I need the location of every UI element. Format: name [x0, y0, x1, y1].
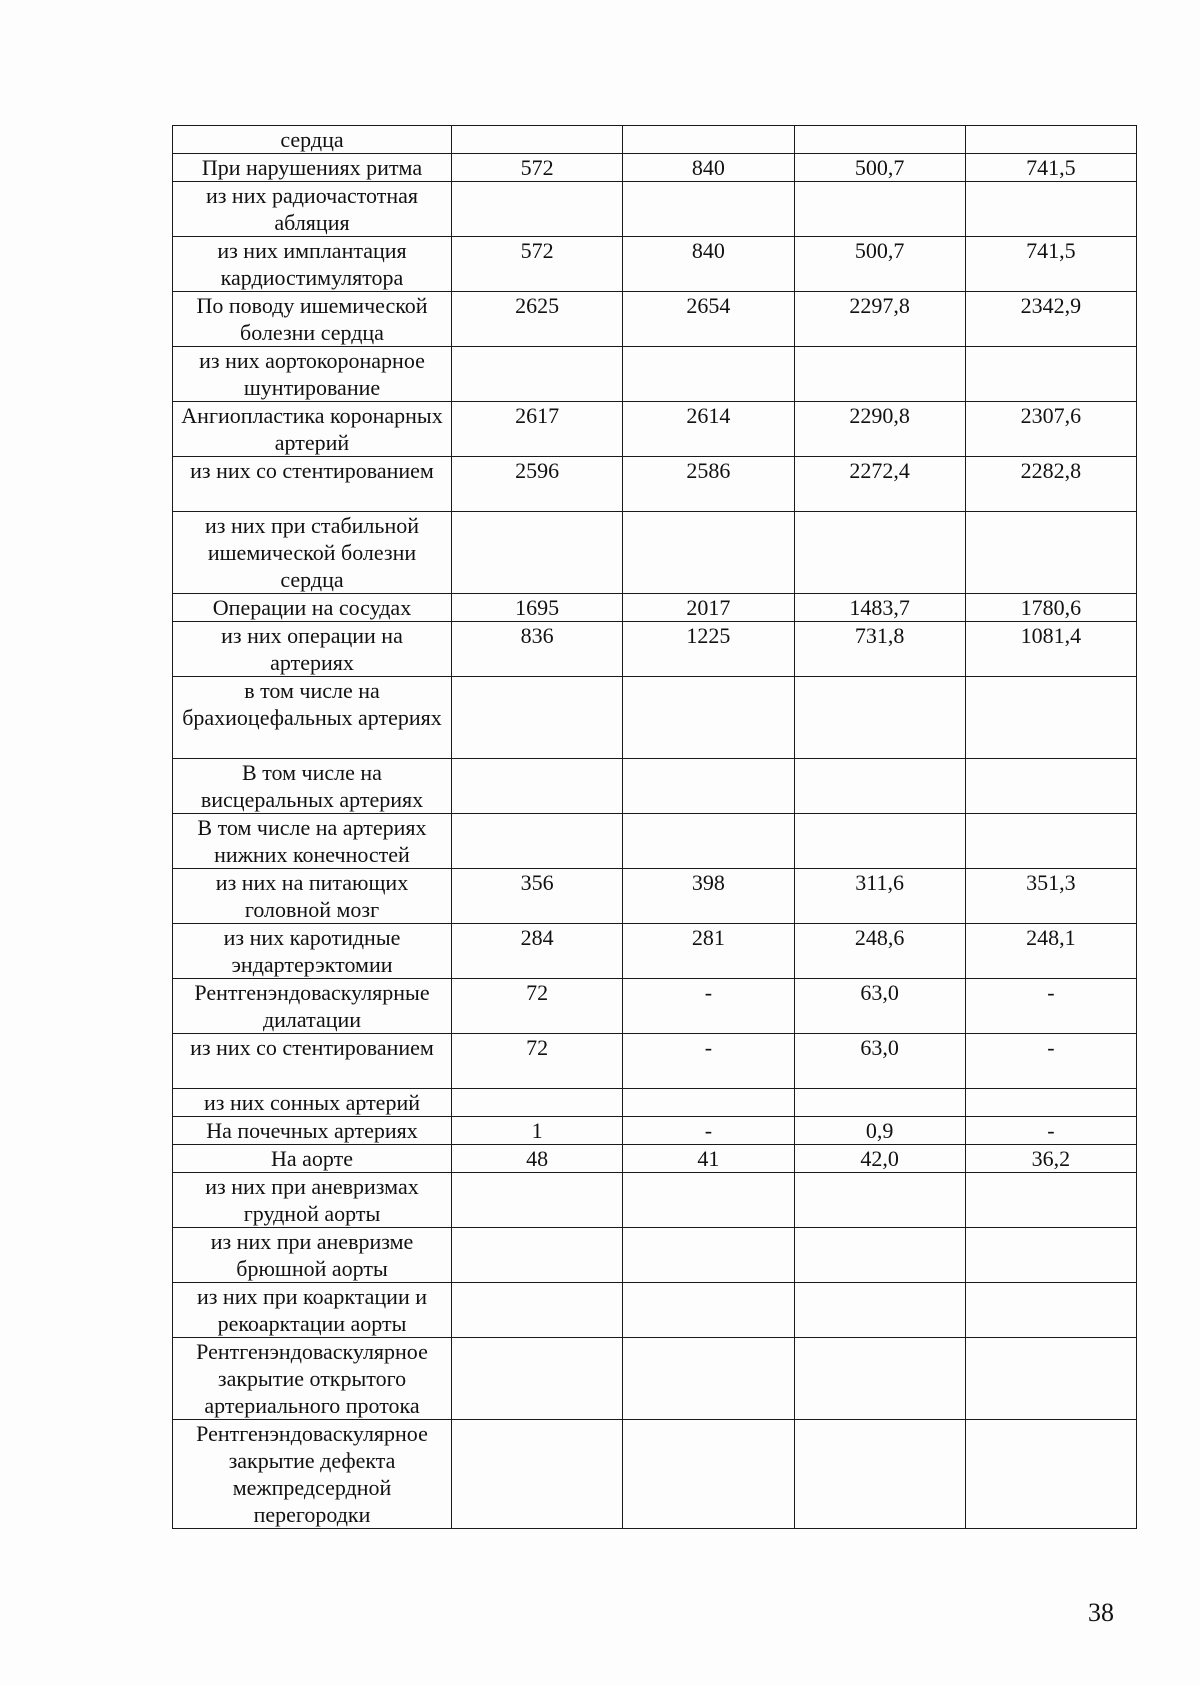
row-label: из них каротидные эндартерэктомии [173, 924, 452, 979]
table-row [173, 292, 1137, 347]
row-label: из них со стентированием [173, 457, 452, 512]
row-label: В том числе на висцеральных артериях [173, 759, 452, 814]
value-cell-2: - [623, 1117, 794, 1145]
value-cell-4: 2307,6 [965, 402, 1136, 457]
value-cell-1: 72 [452, 1034, 623, 1089]
row-label: Рентгенэндоваскулярное закрытие открытого артериального протока [173, 1338, 452, 1420]
value-cell-1 [452, 814, 623, 869]
value-cell-3: 731,8 [794, 622, 965, 677]
value-cell-2 [623, 182, 794, 237]
row-label: Ангиопластика коронарных артерий [173, 402, 452, 457]
table-body [173, 126, 1137, 1529]
row-label: При нарушениях ритма [173, 154, 452, 182]
row-label: В том числе на артериях нижних конечностей [173, 814, 452, 869]
value-cell-4: 36,2 [965, 1145, 1136, 1173]
value-cell-1: 572 [452, 154, 623, 182]
value-cell-2: 2654 [623, 292, 794, 347]
value-cell-3: 0,9 [794, 1117, 965, 1145]
value-cell-4: 2282,8 [965, 457, 1136, 512]
value-cell-2: 2586 [623, 457, 794, 512]
value-cell-4 [965, 1228, 1136, 1283]
value-cell-3 [794, 1173, 965, 1228]
table-row [173, 512, 1137, 594]
value-cell-4 [965, 347, 1136, 402]
value-cell-3: 2297,8 [794, 292, 965, 347]
table-row [173, 1173, 1137, 1228]
value-cell-1: 2625 [452, 292, 623, 347]
table-row [173, 677, 1137, 759]
row-label: из них при стабильной ишемической болезни сердца [173, 512, 452, 594]
value-cell-1 [452, 677, 623, 759]
value-cell-2: 840 [623, 237, 794, 292]
value-cell-2: 1225 [623, 622, 794, 677]
table-row [173, 622, 1137, 677]
value-cell-3 [794, 512, 965, 594]
value-cell-1: 356 [452, 869, 623, 924]
row-label: из них при аневризме брюшной аорты [173, 1228, 452, 1283]
value-cell-1 [452, 1283, 623, 1338]
row-label: из них при аневризмах грудной аорты [173, 1173, 452, 1228]
value-cell-3 [794, 182, 965, 237]
value-cell-1 [452, 1420, 623, 1529]
value-cell-1: 1 [452, 1117, 623, 1145]
value-cell-2 [623, 759, 794, 814]
value-cell-1: 48 [452, 1145, 623, 1173]
value-cell-1 [452, 182, 623, 237]
value-cell-1 [452, 1089, 623, 1117]
value-cell-2: 840 [623, 154, 794, 182]
value-cell-4: 248,1 [965, 924, 1136, 979]
table-row [173, 1420, 1137, 1529]
value-cell-1: 72 [452, 979, 623, 1034]
row-label: На почечных артериях [173, 1117, 452, 1145]
value-cell-4 [965, 126, 1136, 154]
table-row [173, 126, 1137, 154]
value-cell-4: 741,5 [965, 237, 1136, 292]
table-row [173, 869, 1137, 924]
value-cell-2 [623, 814, 794, 869]
row-label: из них радиочастотная абляция [173, 182, 452, 237]
table-row [173, 759, 1137, 814]
value-cell-4 [965, 1420, 1136, 1529]
table-row [173, 1034, 1137, 1089]
value-cell-4: 351,3 [965, 869, 1136, 924]
table-row [173, 1145, 1137, 1173]
value-cell-2 [623, 1089, 794, 1117]
table-row [173, 814, 1137, 869]
value-cell-3: 2272,4 [794, 457, 965, 512]
row-label: из них со стентированием [173, 1034, 452, 1089]
value-cell-3: 42,0 [794, 1145, 965, 1173]
value-cell-2 [623, 1283, 794, 1338]
value-cell-4 [965, 182, 1136, 237]
page-number: 38 [1088, 1598, 1114, 1627]
row-label: Рентгенэндоваскулярные дилатации [173, 979, 452, 1034]
value-cell-2: - [623, 979, 794, 1034]
value-cell-1: 284 [452, 924, 623, 979]
value-cell-3 [794, 347, 965, 402]
row-label: из них при коарктации и рекоарктации аорты [173, 1283, 452, 1338]
value-cell-2 [623, 1228, 794, 1283]
value-cell-4 [965, 1173, 1136, 1228]
table-row [173, 182, 1137, 237]
value-cell-1: 2617 [452, 402, 623, 457]
value-cell-4: - [965, 1034, 1136, 1089]
value-cell-3: 63,0 [794, 1034, 965, 1089]
row-label: из них операции на артериях [173, 622, 452, 677]
value-cell-1: 572 [452, 237, 623, 292]
value-cell-4: 741,5 [965, 154, 1136, 182]
value-cell-2: 2614 [623, 402, 794, 457]
value-cell-4 [965, 1338, 1136, 1420]
value-cell-2: 41 [623, 1145, 794, 1173]
value-cell-1 [452, 1173, 623, 1228]
value-cell-4: 1081,4 [965, 622, 1136, 677]
row-label: из них аортокоронарное шунтирование [173, 347, 452, 402]
table-row [173, 924, 1137, 979]
value-cell-1 [452, 126, 623, 154]
table-row [173, 1283, 1137, 1338]
value-cell-2 [623, 126, 794, 154]
value-cell-3: 500,7 [794, 237, 965, 292]
value-cell-2 [623, 677, 794, 759]
table-row [173, 237, 1137, 292]
table-row [173, 594, 1137, 622]
value-cell-3 [794, 814, 965, 869]
value-cell-2 [623, 1173, 794, 1228]
value-cell-3: 311,6 [794, 869, 965, 924]
row-label: Рентгенэндоваскулярное закрытие дефекта межпредсердной перегородки [173, 1420, 452, 1529]
value-cell-1 [452, 759, 623, 814]
value-cell-4 [965, 1089, 1136, 1117]
value-cell-4: 1780,6 [965, 594, 1136, 622]
statistics-table [172, 125, 1137, 1529]
row-label: в том числе на брахиоцефальных артериях [173, 677, 452, 759]
value-cell-3 [794, 1089, 965, 1117]
value-cell-4 [965, 814, 1136, 869]
value-cell-3 [794, 1283, 965, 1338]
table-row [173, 1228, 1137, 1283]
row-label: Операции на сосудах [173, 594, 452, 622]
row-label: По поводу ишемической болезни сердца [173, 292, 452, 347]
table-row [173, 402, 1137, 457]
row-label: На аорте [173, 1145, 452, 1173]
value-cell-4 [965, 677, 1136, 759]
value-cell-3 [794, 1228, 965, 1283]
table-row [173, 1089, 1137, 1117]
value-cell-1 [452, 347, 623, 402]
table-row [173, 347, 1137, 402]
value-cell-2: - [623, 1034, 794, 1089]
value-cell-1 [452, 1228, 623, 1283]
value-cell-2 [623, 1420, 794, 1529]
value-cell-1 [452, 512, 623, 594]
row-label: из них имплантация кардиостимулятора [173, 237, 452, 292]
row-label: из них на питающих головной мозг [173, 869, 452, 924]
table-row [173, 457, 1137, 512]
value-cell-2: 398 [623, 869, 794, 924]
row-label: из них сонных артерий [173, 1089, 452, 1117]
value-cell-4 [965, 512, 1136, 594]
value-cell-4: 2342,9 [965, 292, 1136, 347]
value-cell-2 [623, 347, 794, 402]
value-cell-3 [794, 1338, 965, 1420]
value-cell-3: 500,7 [794, 154, 965, 182]
table-row [173, 979, 1137, 1034]
value-cell-1: 1695 [452, 594, 623, 622]
value-cell-2 [623, 512, 794, 594]
value-cell-1 [452, 1338, 623, 1420]
table-row [173, 1338, 1137, 1420]
table-row [173, 154, 1137, 182]
value-cell-3: 1483,7 [794, 594, 965, 622]
value-cell-3 [794, 126, 965, 154]
value-cell-3: 63,0 [794, 979, 965, 1034]
value-cell-1: 2596 [452, 457, 623, 512]
value-cell-3: 248,6 [794, 924, 965, 979]
value-cell-3 [794, 1420, 965, 1529]
value-cell-4: - [965, 979, 1136, 1034]
value-cell-2: 281 [623, 924, 794, 979]
value-cell-1: 836 [452, 622, 623, 677]
value-cell-3 [794, 677, 965, 759]
value-cell-4 [965, 1283, 1136, 1338]
value-cell-3: 2290,8 [794, 402, 965, 457]
value-cell-2 [623, 1338, 794, 1420]
row-label: сердца [173, 126, 452, 154]
value-cell-3 [794, 759, 965, 814]
table-row [173, 1117, 1137, 1145]
value-cell-2: 2017 [623, 594, 794, 622]
value-cell-4 [965, 759, 1136, 814]
value-cell-4: - [965, 1117, 1136, 1145]
